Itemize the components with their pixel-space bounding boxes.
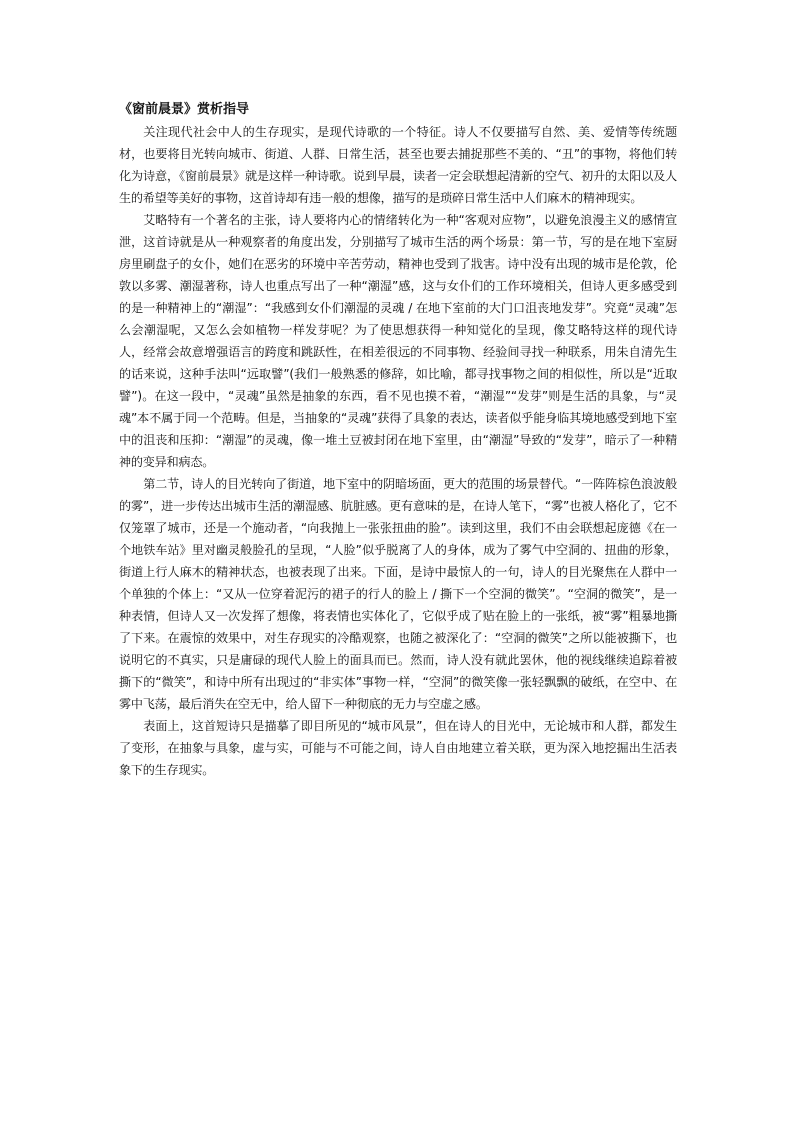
document-title: 《窗前晨景》赏析指导	[119, 102, 250, 117]
document-page	[119, 99, 677, 781]
paragraph-intro: 关注现代社会中人的生存现实，是现代诗歌的一个特征。诗人不仅要描写自然、美、爱情等传统题材，也要将目光转向城市、街道、人群、日常生活，甚至也要去捕捉那些不美的、“丑”的事物，将他们转化为诗意，《窗前晨景》就是这样一种诗歌。说到早晨，读者一定会联想起清新的空气、初升的太阳以及人生的希望等美好的事物，这首诗却有违一般的想像，描写的是琐碎日常生活中人们麻木的精神现实。	[119, 125, 677, 205]
paragraph-conclusion: 表面上，这首短诗只是描摹了即目所见的“城市风景”，但在诗人的目光中，无论城市和人群，都发生了变形，在抽象与具象，虚与实，可能与不可能之间，诗人自由地建立着关联，更为深入地挖掘出生活表象下的生存现实。	[119, 719, 677, 777]
paragraph-first-stanza: 艾略特有一个著名的主张，诗人要将内心的情绪转化为一种“客观对应物”，以避免浪漫主义的感情宣泄，这首诗就是从一种观察者的角度出发，分别描写了城市生活的两个场景：第一节，写的是在地下室厨房里刷盘子的女仆，她们在恶劣的环境中辛苦劳动，精神也受到了戕害。诗中没有出现的城市是伦敦，伦敦以多雾、潮湿著称，诗人也重点写出了一种“潮湿”感，这与女仆们的工作环境相关，但诗人更多感受到的是一种精神上的“潮湿”：“我感到女仆们潮湿的灵魂 / 在地下室前的大门口沮丧地发芽”。究竟“灵魂”怎么会潮湿呢，又怎么会如植物一样发芽呢？为了使思想获得一种知觉化的呈现，像艾略特这样的现代诗人，经常会故意增强语言的跨度和跳跃性，在相差很远的不同事物、经验间寻找一种联系，用朱自清先生的话来说，这种手法叫“远取譬”(我们一般熟悉的修辞，如比喻，都寻找事物之间的相似性，所以是“近取譬”)。在这一段中，“灵魂”虽然是抽象的东西，看不见也摸不着，“潮湿”“发芽”则是生活的具象，与“灵魂”本不属于同一个范畴。但是，当抽象的“灵魂”获得了具象的表达，读者似乎能身临其境地感受到地下室中的沮丧和压抑：“潮湿”的灵魂，像一堆土豆被封闭在地下室里，由“潮湿”导致的“发芽”，暗示了一种精神的变异和病态。	[119, 213, 677, 469]
paragraph-second-stanza: 第二节，诗人的目光转向了街道，地下室中的阴暗场面，更大的范围的场景替代。“一阵阵棕色浪波般的雾”，进一步传达出城市生活的潮湿感、肮脏感。更有意味的是，在诗人笔下，“雾”也被人格化了，它不仅笼罩了城市，还是一个施动者，“向我抛上一张张扭曲的脸”。读到这里，我们不由会联想起庞德《在一个地铁车站》里对幽灵般脸孔的呈现，“人脸”似乎脱离了人的身体，成为了雾气中空洞的、扭曲的形象，街道上行人麻木的精神状态，也被表现了出来。下面，是诗中最惊人的一句，诗人的目光聚焦在人群中一个单独的个体上：“又从一位穿着泥污的裙子的行人的脸上 / 撕下一个空洞的微笑”。“空洞的微笑”，是一种表情，但诗人又一次发挥了想像，将表情也实体化了，它似乎成了贴在脸上的一张纸，被“雾”粗暴地撕了下来。在震惊的效果中，对生存现实的冷酷观察，也随之被深化了：“空洞的微笑”之所以能被撕下，也说明它的不真实，只是庸碌的现代人脸上的面具而已。然而，诗人没有就此罢休，他的视线继续追踪着被撕下的“微笑”，和诗中所有出现过的“非实体”事物一样，“空洞”的微笑像一张轻飘飘的破纸，在空中、在雾中飞荡，最后消失在空无中，给人留下一种彻底的无力与空虚之感。	[119, 477, 677, 711]
